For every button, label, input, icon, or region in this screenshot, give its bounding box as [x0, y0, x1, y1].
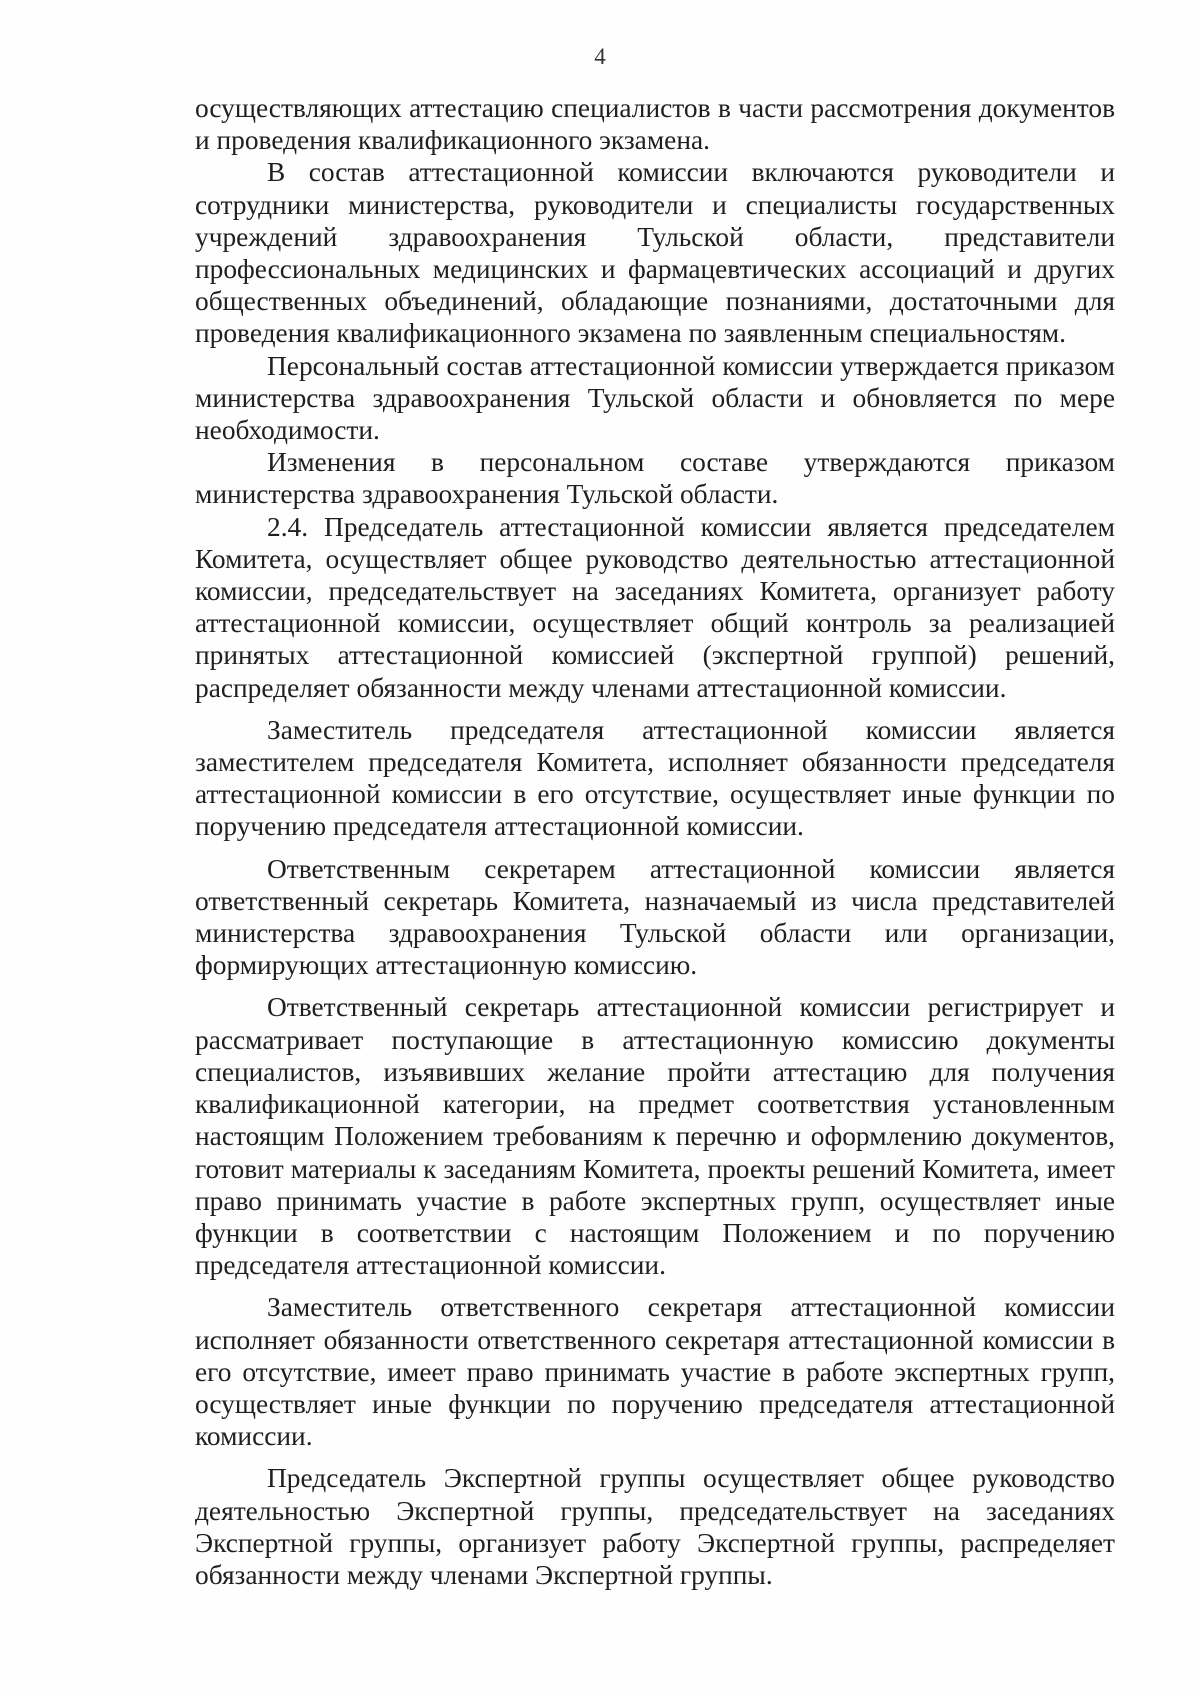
paragraph-section-2-4-chairman: 2.4. Председатель аттестационной комиссии является председателем Комитета, осуществляет общее руководство деятельностью аттестационной комиссии, председательствует на заседаниях Комитета, организует работу аттестационной комиссии, осуществляет общий контроль за реализацией принятых аттестационной комиссией (экспертной группой) решений, распределяет обязанности между членами аттестационной комиссии. [195, 511, 1115, 703]
paragraph-composition-changes: Изменения в персональном составе утверждаются приказом министерства здравоохранения Тульской области. [195, 447, 1115, 510]
paragraph-executive-secretary: Ответственным секретарем аттестационной комиссии является ответственный секретарь Комитета, назначаемый из числа представителей министерства здравоохранения Тульской области или организации, формирующих аттестационную комиссию. [195, 853, 1115, 981]
paragraph-commission-composition: В состав аттестационной комиссии включаются руководители и сотрудники министерства, руководители и специалисты государственных учреждений здравоохранения Тульской области, представители профессиональных медицинских и фармацевтических ассоциаций и других общественных объединений, обладающие познаниями, достаточными для проведения квалификационного экзамена по заявленным специальностям. [195, 157, 1115, 349]
page-number: 4 [594, 44, 606, 69]
document-body [195, 92, 1115, 1591]
paragraph-expert-group-chairman: Председатель Экспертной группы осуществляет общее руководство деятельностью Экспертной группы, председательствует на заседаниях Экспертной группы, организует работу Экспертной группы, распределяет обязанности между членами Экспертной группы. [195, 1463, 1115, 1590]
paragraph-personal-composition: Персональный состав аттестационной комиссии утверждается приказом министерства здравоохранения Тульской области и обновляется по мере необходимости. [195, 350, 1115, 446]
paragraph-secretary-duties: Ответственный секретарь аттестационной комиссии регистрирует и рассматривает поступающие в аттестационную комиссию документы специалистов, изъявивших желание пройти аттестацию для получения квалификационной категории, на предмет соответствия установленным настоящим Положением требованиям к перечню и оформлению документов, готовит материалы к заседаниям Комитета, проекты решений Комитета, имеет право принимать участие в работе экспертных групп, осуществляет иные функции в соответствии с настоящим Положением и по поручению председателя аттестационной комиссии. [195, 992, 1115, 1281]
paragraph-deputy-secretary: Заместитель ответственного секретаря аттестационной комиссии исполняет обязанности ответственного секретаря аттестационной комиссии в его отсутствие, имеет право принимать участие в работе экспертных групп, осуществляет иные функции по поручению председателя аттестационной комиссии. [195, 1292, 1115, 1452]
paragraph-continuation: осуществляющих аттестацию специалистов в части рассмотрения документов и проведения квалификационного экзамена. [195, 93, 1115, 156]
paragraph-deputy-chairman: Заместитель председателя аттестационной комиссии является заместителем председателя Комитета, исполняет обязанности председателя аттестационной комиссии в его отсутствие, осуществляет иные функции по поручению председателя аттестационной комиссии. [195, 714, 1115, 842]
